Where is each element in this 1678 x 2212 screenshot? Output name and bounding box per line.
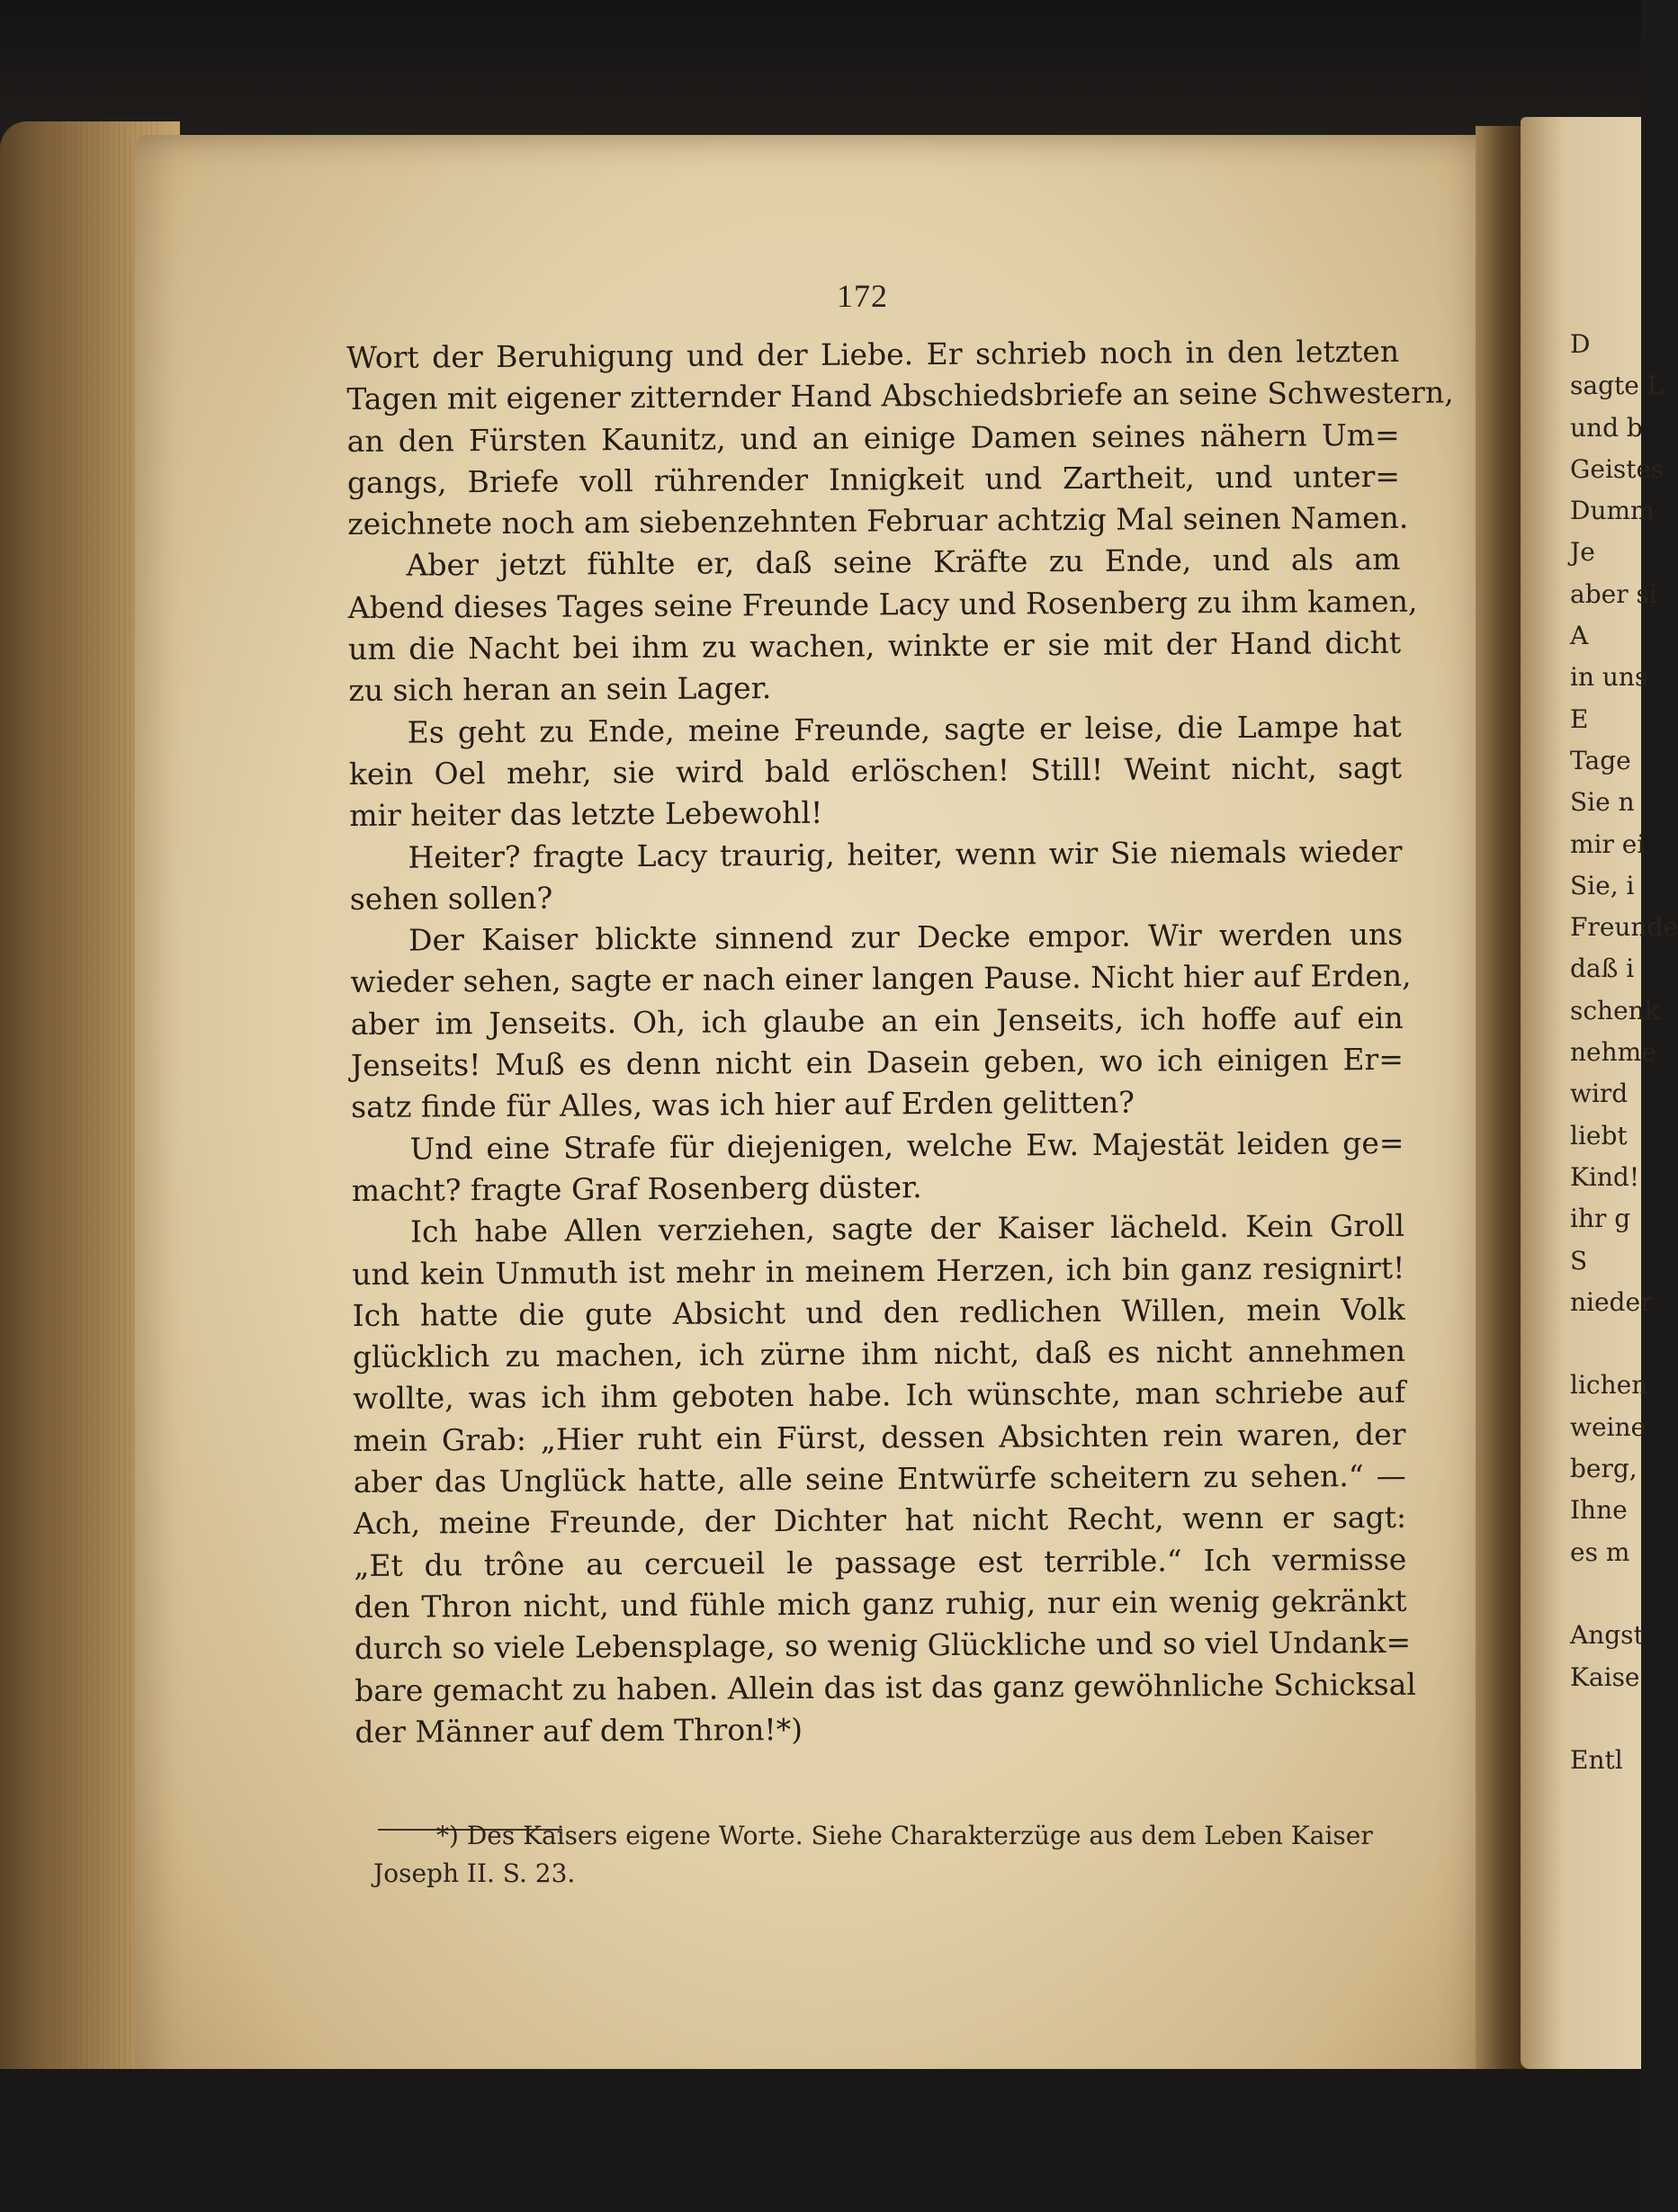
right-page-fragment: und b	[1570, 412, 1643, 443]
right-page-fragment: Sie, i	[1570, 870, 1635, 900]
text-line: und kein Unmuth ist mehr in meinem Herzen, ich bin ganz resignirt!	[352, 1249, 1405, 1292]
text-line: wollte, was ich ihm geboten habe. Ich wünschte, man schriebe auf	[353, 1375, 1406, 1417]
text-line: wieder sehen, sagte er nach einer langen Pause. Nicht hier auf Erden,	[350, 958, 1412, 1000]
right-page-fragment: Geistes	[1570, 453, 1665, 484]
right-page-fragment: Entl	[1570, 1745, 1623, 1776]
text-line: glücklich zu machen, ich zürne ihm nicht, daß es nicht annehmen	[352, 1332, 1406, 1375]
text-line: Heiter? fragte Lacy traurig, heiter, wenn wir Sie niemals wieder	[408, 833, 1403, 875]
right-page-fragment: weine	[1570, 1411, 1647, 1442]
right-page-fragment: es m	[1570, 1536, 1630, 1567]
right-page-fragment: schenk	[1570, 995, 1660, 1025]
text-line: mir heiter das letzte Lebewohl!	[349, 795, 823, 834]
text-line: zeichnete noch am siebenzehnten Februar achtzig Mal seinen Namen.	[347, 499, 1409, 542]
right-page-fragment: Angst	[1570, 1620, 1644, 1651]
right-page-fragment: sagte L	[1570, 371, 1665, 401]
right-page-fragment: Tage	[1570, 745, 1631, 775]
text-line: zu sich heran an sein Lager.	[348, 670, 772, 709]
right-page-fragment: Je	[1570, 537, 1595, 568]
right-page-fragment: daß i	[1570, 954, 1635, 984]
footnote-line: *) Des Kaisers eigene Worte. Siehe Charakterzüge aus dem Leben Kaiser	[436, 1821, 1373, 1850]
text-line: den Thron nicht, und fühle mich ganz ruhig, nur ein wenig gekränkt	[354, 1582, 1407, 1625]
text-line: an den Fürsten Kaunitz, und an einige Damen seines nähern Um=	[346, 416, 1400, 459]
text-line: mein Grab: „Hier ruht ein Fürst, dessen Absichten rein waren, der	[353, 1416, 1406, 1458]
text-line: Und eine Strafe für diejenigen, welche Ew. Majestät leiden ge=	[409, 1124, 1404, 1167]
right-page-fragment: Sie n	[1570, 787, 1635, 818]
right-page-text	[1570, 324, 1678, 1781]
text-line: Der Kaiser blickte sinnend zur Decke empor. Wir werden uns	[408, 916, 1404, 958]
text-line: der Männer auf dem Thron!*)	[354, 1711, 803, 1750]
text-line: Tagen mit eigener zitternder Hand Abschiedsbriefe an seine Schwestern,	[346, 374, 1454, 417]
body-text	[346, 331, 1454, 1753]
text-line: kein Oel mehr, sie wird bald erlöschen! Still! Weint nicht, sagt	[348, 749, 1403, 792]
right-page-fragment: in uns	[1570, 662, 1648, 693]
right-page-fragment: ihr g	[1570, 1204, 1631, 1234]
text-line: Es geht zu Ende, meine Freunde, sagte er leise, die Lampe hat	[407, 708, 1402, 750]
right-page-fragment	[1570, 1573, 1642, 1615]
right-page-fragment: aber si	[1570, 578, 1657, 609]
text-line: aber das Unglück hatte, alle seine Entwürfe scheitern zu sehen.“ —	[353, 1457, 1406, 1500]
right-page-fragment: liebt	[1570, 1120, 1628, 1151]
right-page-fragment: S	[1570, 1245, 1588, 1276]
dark-background-bottom	[0, 2069, 1641, 2212]
text-line: „Et du trône au cercueil le passage est terrible.“ Ich vermisse	[354, 1541, 1407, 1583]
text-line: satz finde für Alles, was ich hier auf Erden gelitten?	[351, 1085, 1135, 1125]
text-line: Aber jetzt fühlte er, daß seine Kräfte zu Ende, und als am	[406, 542, 1401, 584]
right-page-fragment: D	[1570, 329, 1591, 359]
text-line: bare gemacht zu haben. Allein das ist das ganz gewöhnliche Schicksal	[354, 1666, 1416, 1708]
page-number: 172	[837, 278, 888, 314]
right-page-fragment: mir ei	[1570, 828, 1646, 859]
text-line: Ich habe Allen verziehen, sagte der Kaiser lächeld. Kein Groll	[409, 1208, 1405, 1249]
footnote	[373, 1817, 1408, 1893]
right-page-fragment: Kaise	[1570, 1661, 1640, 1692]
right-page-fragment: nehme	[1570, 1037, 1656, 1068]
text-line: Ich hatte die gute Absicht und den redlichen Willen, mein Volk	[352, 1291, 1405, 1333]
right-page-fragment: A	[1570, 621, 1589, 651]
text-line: sehen sollen?	[349, 880, 553, 917]
right-page-fragment: lichen	[1570, 1370, 1648, 1401]
text-line: Wort der Beruhigung und der Liebe. Er schrieb noch in den letzten	[346, 333, 1400, 375]
right-page-fragment: Dumm	[1570, 496, 1655, 526]
right-page-fragment: nieder	[1570, 1286, 1653, 1317]
right-page-fragment	[1570, 1323, 1642, 1365]
right-page-fragment: Kind!	[1570, 1161, 1640, 1192]
text-line: macht? fragte Graf Rosenberg düster.	[351, 1169, 922, 1208]
text-line: Ach, meine Freunde, der Dichter hat nicht Recht, wenn er sagt:	[353, 1500, 1407, 1542]
right-page-fragment: Ihne	[1570, 1495, 1628, 1526]
right-page-fragment: Freunde	[1570, 912, 1678, 943]
text-line: aber im Jenseits. Oh, ich glaube an ein Jenseits, ich hoffe auf ein	[350, 999, 1404, 1042]
footnote-line: Joseph II. S. 23.	[373, 1858, 576, 1888]
right-page-fragment	[1570, 1698, 1642, 1740]
right-page-fragment: wird	[1570, 1079, 1629, 1109]
text-line: gangs, Briefe voll rührender Innigkeit und Zartheit, und unter=	[346, 458, 1401, 500]
text-line: Jenseits! Muß es denn nicht ein Dasein geben, wo ich einigen Er=	[350, 1041, 1404, 1084]
right-page-fragment: berg,	[1570, 1454, 1638, 1484]
right-page-fragment: E	[1570, 703, 1589, 734]
text-line: Abend dieses Tages seine Freunde Lacy und Rosenberg zu ihm kamen,	[347, 583, 1418, 625]
text-line: durch so viele Lebensplage, so wenig Glückliche und so viel Undank=	[354, 1625, 1412, 1667]
text-line: um die Nacht bei ihm zu wachen, winkte er sie mit der Hand dicht	[347, 624, 1402, 667]
